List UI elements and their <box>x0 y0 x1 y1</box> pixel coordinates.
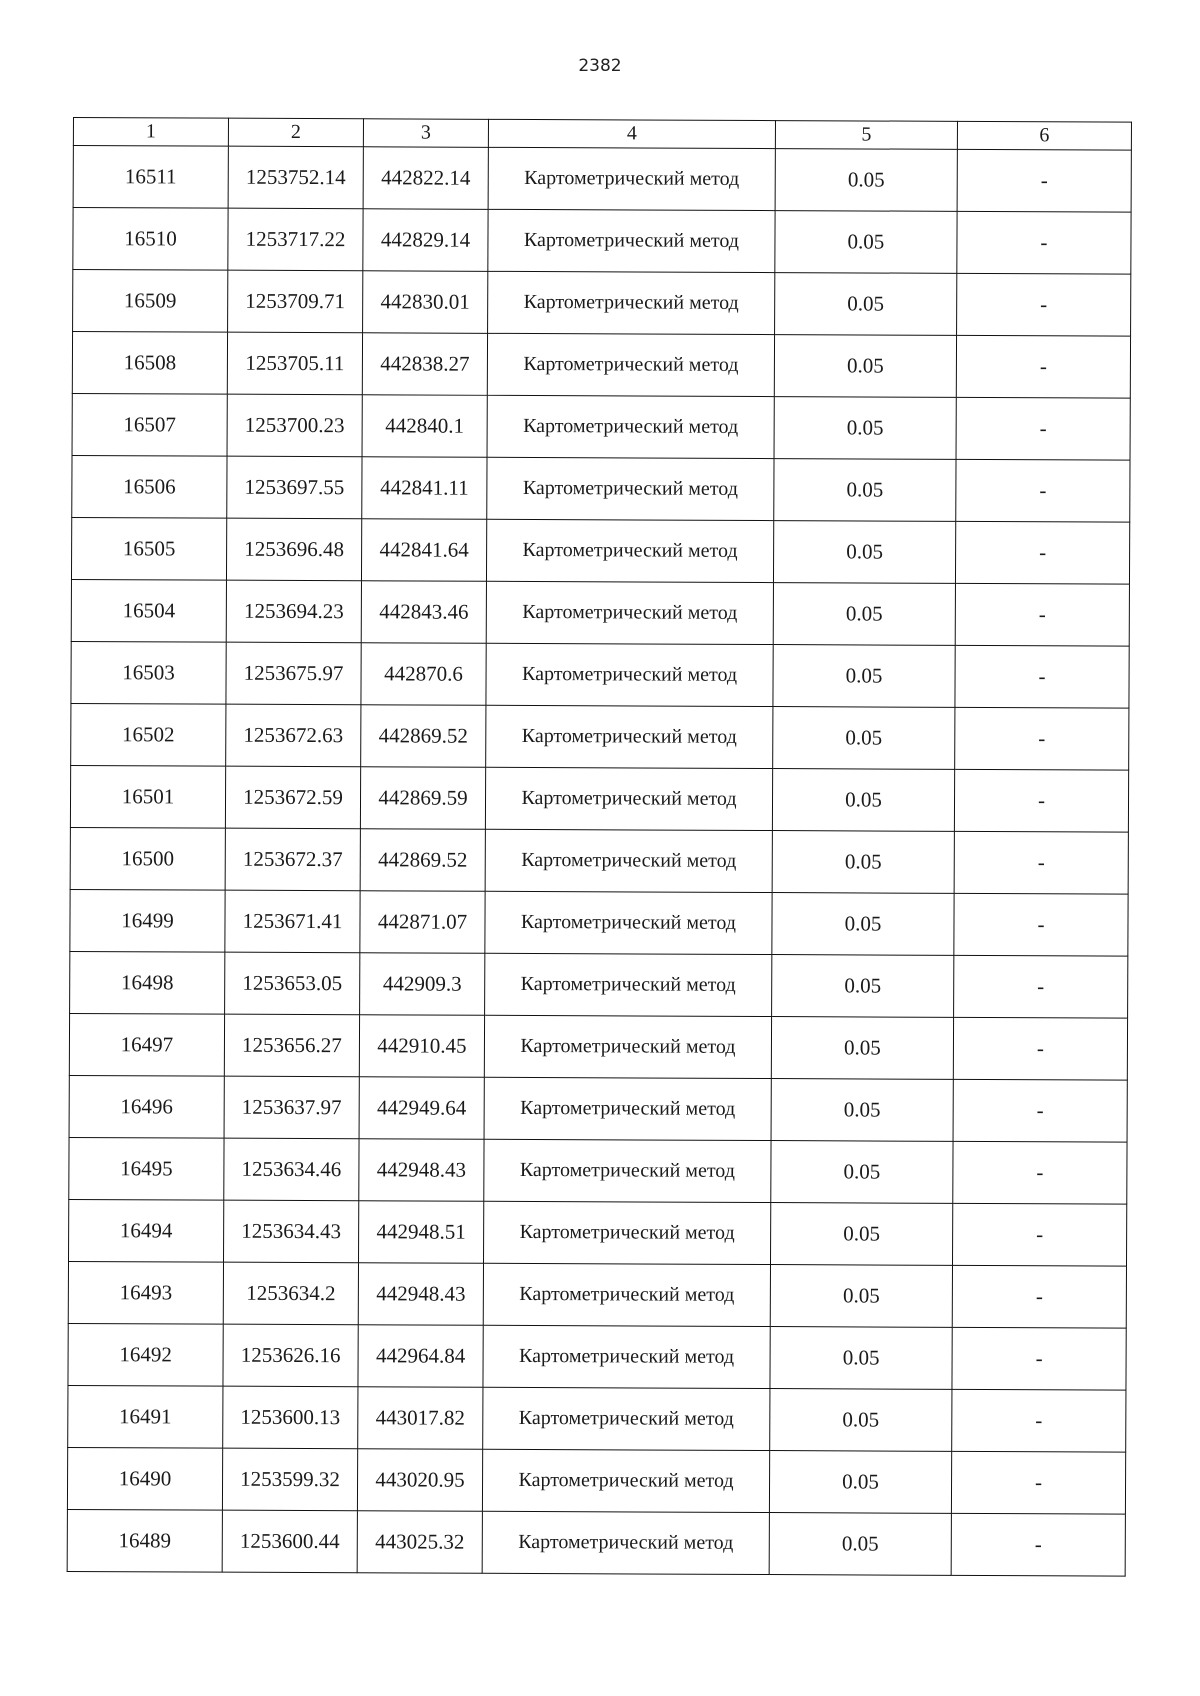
method-cell: Картометрический метод <box>483 1263 770 1326</box>
x-coordinate-cell: 1253600.44 <box>222 1510 357 1573</box>
description-cell: - <box>954 769 1128 832</box>
method-cell: Картометрический метод <box>486 705 773 768</box>
accuracy-cell: 0.05 <box>770 1327 952 1390</box>
column-header-3: 3 <box>363 119 488 148</box>
x-coordinate-cell: 1253634.2 <box>223 1262 358 1325</box>
y-coordinate-cell: 443017.82 <box>358 1387 483 1450</box>
x-coordinate-cell: 1253672.59 <box>225 766 360 829</box>
method-cell: Картометрический метод <box>485 891 772 954</box>
y-coordinate-cell: 442909.3 <box>360 953 485 1016</box>
point-number-cell: 16510 <box>73 208 228 271</box>
accuracy-cell: 0.05 <box>770 1265 952 1328</box>
method-cell: Картометрический метод <box>488 271 775 334</box>
y-coordinate-cell: 442910.45 <box>359 1015 484 1078</box>
y-coordinate-cell: 442871.07 <box>360 891 485 954</box>
description-cell: - <box>953 1141 1127 1204</box>
page-number: 2382 <box>578 56 622 76</box>
method-cell: Картометрический метод <box>484 1139 771 1202</box>
accuracy-cell: 0.05 <box>771 1141 953 1204</box>
method-cell: Картометрический метод <box>487 333 774 396</box>
table-row <box>73 270 1131 337</box>
accuracy-cell: 0.05 <box>775 149 957 212</box>
table-row <box>68 1323 1126 1390</box>
column-header-1: 1 <box>73 118 228 147</box>
description-cell: - <box>956 397 1130 460</box>
point-number-cell: 16511 <box>73 146 228 209</box>
y-coordinate-cell: 443020.95 <box>357 1449 482 1512</box>
table-row <box>69 1075 1127 1142</box>
y-coordinate-cell: 442841.11 <box>362 457 487 520</box>
method-cell: Картометрический метод <box>484 1015 771 1078</box>
method-cell: Картометрический метод <box>482 1511 769 1574</box>
method-cell: Картометрический метод <box>484 1077 771 1140</box>
y-coordinate-cell: 442869.59 <box>360 767 485 830</box>
x-coordinate-cell: 1253599.32 <box>222 1448 357 1511</box>
coordinates-table <box>67 117 1132 1577</box>
point-number-cell: 16508 <box>72 332 227 395</box>
x-coordinate-cell: 1253752.14 <box>228 146 363 209</box>
method-cell: Картометрический метод <box>485 829 772 892</box>
y-coordinate-cell: 442843.46 <box>361 581 486 644</box>
table-row <box>70 827 1128 894</box>
x-coordinate-cell: 1253700.23 <box>227 394 362 457</box>
y-coordinate-cell: 442870.6 <box>361 643 486 706</box>
table-row <box>71 641 1129 708</box>
method-cell: Картометрический метод <box>487 395 774 458</box>
description-cell: - <box>955 583 1129 646</box>
accuracy-cell: 0.05 <box>769 1451 951 1514</box>
table-row <box>70 765 1128 832</box>
y-coordinate-cell: 442841.64 <box>361 519 486 582</box>
x-coordinate-cell: 1253656.27 <box>224 1014 359 1077</box>
description-cell: - <box>953 1079 1127 1142</box>
table-row <box>73 146 1131 213</box>
description-cell: - <box>951 1451 1125 1514</box>
x-coordinate-cell: 1253634.46 <box>224 1138 359 1201</box>
x-coordinate-cell: 1253696.48 <box>226 518 361 581</box>
x-coordinate-cell: 1253705.11 <box>227 332 362 395</box>
table-row <box>69 1137 1127 1204</box>
table-row <box>71 517 1129 584</box>
table-body <box>67 146 1131 1577</box>
method-cell: Картометрический метод <box>485 767 772 830</box>
accuracy-cell: 0.05 <box>773 583 955 646</box>
accuracy-cell: 0.05 <box>771 1017 953 1080</box>
description-cell: - <box>955 707 1129 770</box>
point-number-cell: 16494 <box>69 1199 224 1262</box>
table-row <box>69 1199 1127 1266</box>
method-cell: Картометрический метод <box>483 1387 770 1450</box>
y-coordinate-cell: 442840.1 <box>362 395 487 458</box>
table-row <box>72 455 1130 522</box>
column-header-5: 5 <box>775 121 957 150</box>
x-coordinate-cell: 1253709.71 <box>228 270 363 333</box>
x-coordinate-cell: 1253653.05 <box>225 952 360 1015</box>
point-number-cell: 16491 <box>68 1385 223 1448</box>
x-coordinate-cell: 1253717.22 <box>228 208 363 271</box>
point-number-cell: 16502 <box>71 703 226 766</box>
point-number-cell: 16489 <box>67 1509 222 1572</box>
y-coordinate-cell: 442838.27 <box>362 333 487 396</box>
table-row <box>70 951 1128 1018</box>
description-cell: - <box>952 1327 1126 1390</box>
y-coordinate-cell: 442869.52 <box>360 829 485 892</box>
point-number-cell: 16509 <box>73 270 228 333</box>
point-number-cell: 16504 <box>71 579 226 642</box>
accuracy-cell: 0.05 <box>773 645 955 708</box>
description-cell: - <box>954 893 1128 956</box>
point-number-cell: 16493 <box>68 1261 223 1324</box>
description-cell: - <box>954 955 1128 1018</box>
method-cell: Картометрический метод <box>485 953 772 1016</box>
y-coordinate-cell: 442869.52 <box>361 705 486 768</box>
accuracy-cell: 0.05 <box>772 955 954 1018</box>
accuracy-cell: 0.05 <box>774 335 956 398</box>
table-row <box>67 1509 1125 1576</box>
point-number-cell: 16499 <box>70 889 225 952</box>
table-row <box>71 703 1129 770</box>
point-number-cell: 16500 <box>70 827 225 890</box>
point-number-cell: 16490 <box>67 1447 222 1510</box>
method-cell: Картометрический метод <box>488 147 775 210</box>
x-coordinate-cell: 1253672.37 <box>225 828 360 891</box>
accuracy-cell: 0.05 <box>770 1203 952 1266</box>
method-cell: Картометрический метод <box>484 1201 771 1264</box>
x-coordinate-cell: 1253600.13 <box>223 1386 358 1449</box>
method-cell: Картометрический метод <box>486 643 773 706</box>
accuracy-cell: 0.05 <box>774 397 956 460</box>
method-cell: Картометрический метод <box>488 209 775 272</box>
x-coordinate-cell: 1253675.97 <box>226 642 361 705</box>
method-cell: Картометрический метод <box>486 581 773 644</box>
point-number-cell: 16498 <box>70 951 225 1014</box>
point-number-cell: 16492 <box>68 1323 223 1386</box>
y-coordinate-cell: 442822.14 <box>363 147 488 210</box>
x-coordinate-cell: 1253671.41 <box>225 890 360 953</box>
y-coordinate-cell: 442830.01 <box>363 271 488 334</box>
description-cell: - <box>952 1389 1126 1452</box>
description-cell: - <box>956 459 1130 522</box>
accuracy-cell: 0.05 <box>771 1079 953 1142</box>
description-cell: - <box>951 1513 1125 1576</box>
accuracy-cell: 0.05 <box>773 521 955 584</box>
table-row <box>69 1013 1127 1080</box>
point-number-cell: 16495 <box>69 1137 224 1200</box>
x-coordinate-cell: 1253697.55 <box>227 456 362 519</box>
method-cell: Картометрический метод <box>483 1325 770 1388</box>
y-coordinate-cell: 443025.32 <box>357 1511 482 1574</box>
table-row <box>71 579 1129 646</box>
x-coordinate-cell: 1253634.43 <box>224 1200 359 1263</box>
accuracy-cell: 0.05 <box>769 1513 951 1576</box>
description-cell: - <box>957 211 1131 274</box>
method-cell: Картометрический метод <box>487 457 774 520</box>
accuracy-cell: 0.05 <box>775 211 957 274</box>
column-header-2: 2 <box>228 118 363 147</box>
description-cell: - <box>954 831 1128 894</box>
x-coordinate-cell: 1253637.97 <box>224 1076 359 1139</box>
accuracy-cell: 0.05 <box>774 459 956 522</box>
y-coordinate-cell: 442948.43 <box>359 1139 484 1202</box>
description-cell: - <box>952 1265 1126 1328</box>
point-number-cell: 16503 <box>71 641 226 704</box>
point-number-cell: 16505 <box>71 517 226 580</box>
table-row <box>68 1385 1126 1452</box>
y-coordinate-cell: 442829.14 <box>363 209 488 272</box>
point-number-cell: 16507 <box>72 393 227 456</box>
x-coordinate-cell: 1253626.16 <box>223 1324 358 1387</box>
description-cell: - <box>957 149 1131 212</box>
description-cell: - <box>955 521 1129 584</box>
description-cell: - <box>955 645 1129 708</box>
description-cell: - <box>957 273 1131 336</box>
method-cell: Картометрический метод <box>482 1449 769 1512</box>
accuracy-cell: 0.05 <box>775 273 957 336</box>
y-coordinate-cell: 442948.51 <box>359 1201 484 1264</box>
table-row <box>72 332 1130 399</box>
x-coordinate-cell: 1253694.23 <box>226 580 361 643</box>
accuracy-cell: 0.05 <box>772 893 954 956</box>
accuracy-cell: 0.05 <box>772 769 954 832</box>
point-number-cell: 16501 <box>70 765 225 828</box>
column-header-6: 6 <box>957 121 1131 150</box>
table-row <box>68 1261 1126 1328</box>
y-coordinate-cell: 442948.43 <box>358 1263 483 1326</box>
accuracy-cell: 0.05 <box>773 707 955 770</box>
description-cell: - <box>956 335 1130 398</box>
table-row <box>70 889 1128 956</box>
table-row <box>73 208 1131 275</box>
point-number-cell: 16496 <box>69 1075 224 1138</box>
point-number-cell: 16506 <box>72 455 227 518</box>
accuracy-cell: 0.05 <box>770 1389 952 1452</box>
table-row <box>67 1447 1125 1514</box>
table-row <box>72 393 1130 460</box>
accuracy-cell: 0.05 <box>772 831 954 894</box>
point-number-cell: 16497 <box>69 1013 224 1076</box>
y-coordinate-cell: 442949.64 <box>359 1077 484 1140</box>
column-header-4: 4 <box>488 119 775 148</box>
x-coordinate-cell: 1253672.63 <box>226 704 361 767</box>
method-cell: Картометрический метод <box>486 519 773 582</box>
description-cell: - <box>953 1017 1127 1080</box>
y-coordinate-cell: 442964.84 <box>358 1325 483 1388</box>
description-cell: - <box>952 1203 1126 1266</box>
